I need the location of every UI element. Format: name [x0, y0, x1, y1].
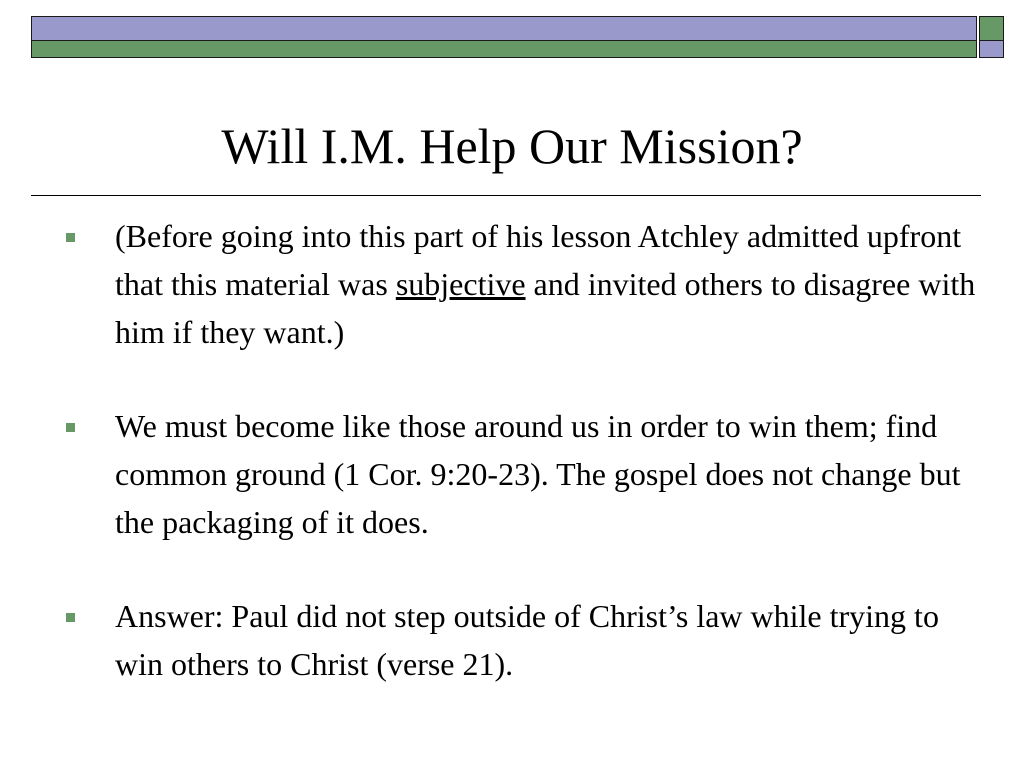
title-underline-rule [31, 195, 981, 196]
square-bullet-icon [66, 233, 75, 242]
bullet-item-2 [66, 402, 986, 546]
slide-title: Will I.M. Help Our Mission? [221, 118, 803, 174]
bullet-list [66, 212, 986, 734]
header-bar-green [31, 41, 977, 58]
header-square-blue [979, 41, 1004, 58]
bullet-text-2: We must become like those around us in order to win them; find common ground (1 Cor. 9:20-23). The gospel does not change but the packaging of it does. [115, 408, 961, 540]
square-bullet-icon [66, 423, 75, 432]
bullet-item-1 [66, 212, 986, 356]
square-bullet-icon [66, 613, 75, 622]
bullet-text-1-after: and invited others to disagree with him if they want.) [115, 266, 976, 350]
header-square-green [979, 16, 1004, 41]
bullet-text-1-before: (Before going into this part of his lesson Atchley admitted upfront that this material was [115, 218, 962, 302]
header-bar-blue [31, 16, 977, 41]
bullet-text-3: Answer: Paul did not step outside of Christ’s law while trying to win others to Christ (verse 21). [115, 598, 939, 682]
bullet-text-1-underlined: subjective [395, 266, 526, 302]
bullet-text-1 [115, 212, 986, 356]
bullet-item-3 [66, 592, 986, 688]
